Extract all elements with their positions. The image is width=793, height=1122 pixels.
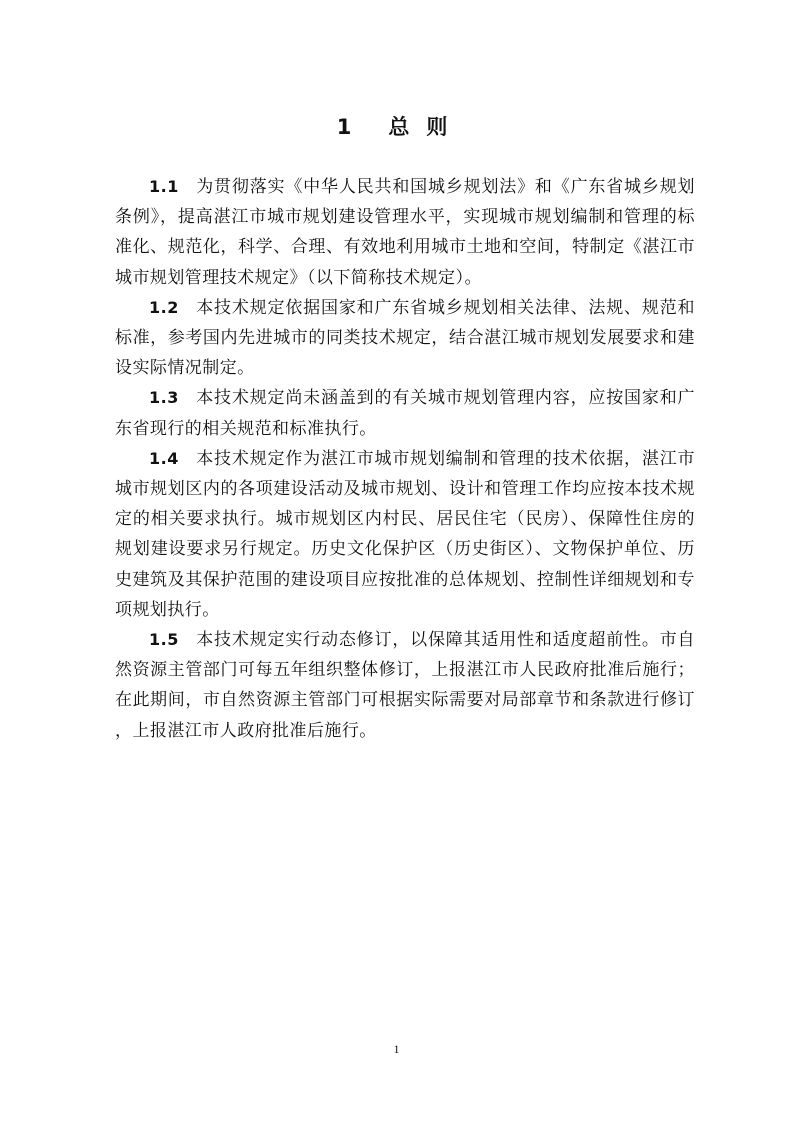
clause-text: 本技术规定尚未涵盖到的有关城市规划管理内容，应按国家和广东省现行的相关规范和标准执行。 [115,388,695,439]
clause-text: 本技术规定实行动态修订，以保障其适用性和适度超前性。市自然资源主管部门可每五年组织整体修订，上报湛江市人民政府批准后施行；在此期间，市自然资源主管部门可根据实际需要对局部章节和条款进行修订，上报湛江市人政府批准后施行。 [115,630,695,741]
chapter-title [0,112,793,142]
document-body [115,172,695,746]
clause-paragraph [115,444,695,625]
clause-paragraph [115,172,695,293]
clause-text: 为贯彻落实《中华人民共和国城乡规划法》和《广东省城乡规划条例》，提高湛江市城市规划建设管理水平，实现城市规划编制和管理的标准化、规范化，科学、合理、有效地利用城市土地和空间，特制定《湛江市城市规划管理技术规定》（以下简称技术规定）。 [115,177,695,288]
clause-text: 本技术规定依据国家和广东省城乡规划相关法律、法规、规范和标准，参考国内先进城市的同类技术规定，结合湛江城市规划发展要求和建设实际情况制定。 [115,297,695,379]
clause-number: 1.5 [149,630,179,650]
page-number: 1 [393,1042,400,1056]
clause-paragraph [115,293,695,384]
clause-number: 1.1 [149,177,179,196]
clause-number: 1.3 [149,388,179,408]
chapter-number: 1 [336,115,353,139]
chapter-title-char: 总 [388,115,411,139]
clause-paragraph [115,625,695,746]
clause-text: 本技术规定作为湛江市城市规划编制和管理的技术依据，湛江市城市规划区内的各项建设活动及城市规划、设计和管理工作均应按本技术规定的相关要求执行。城市规划区内村民、居民住宅（民房）、保障性住房的规划建设要求另行规定。历史文化保护区（历史街区）、文物保护单位、历史建筑及其保护范围的建设项目应按批准的总体规划、控制性详细规划和专项规划执行。 [115,448,695,620]
clause-paragraph [115,383,695,443]
clause-number: 1.4 [149,448,179,468]
chapter-title-char: 则 [426,115,449,139]
clause-number: 1.2 [149,297,179,317]
